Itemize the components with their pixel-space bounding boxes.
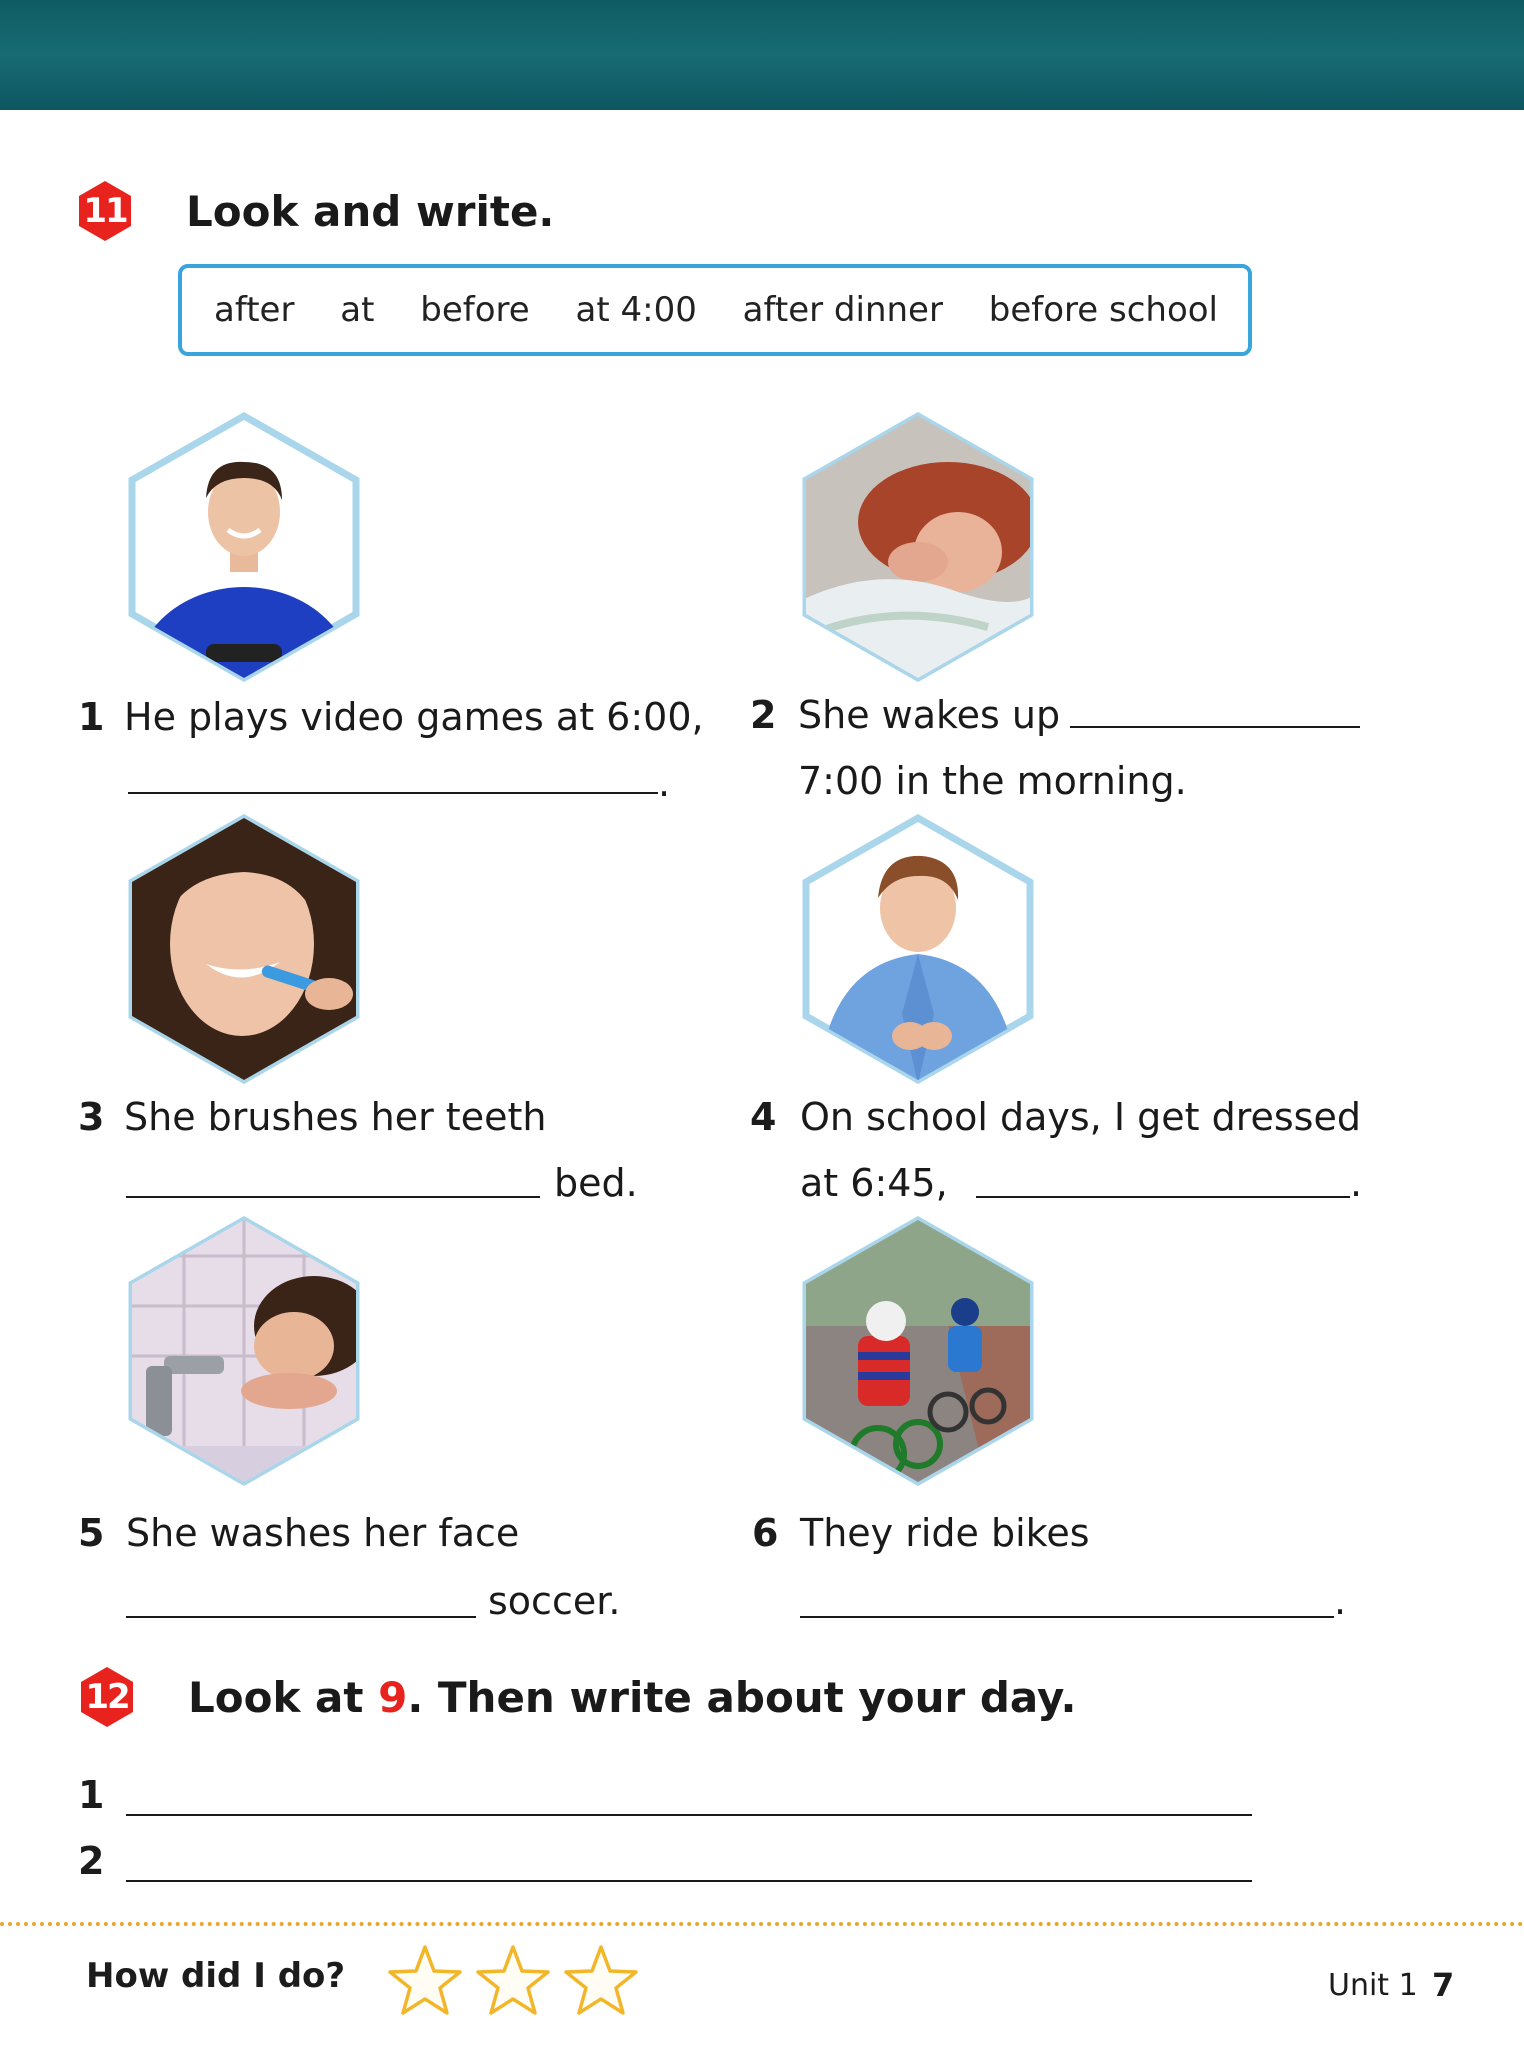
item-number: 2 (750, 693, 777, 737)
unit-label: Unit 1 (1328, 1968, 1418, 2003)
item-2-text: She wakes up (798, 693, 1061, 737)
word-bank-item: at 4:00 (575, 290, 697, 330)
item-5-end: soccer. (488, 1579, 621, 1623)
self-rating-stars (388, 1944, 652, 2016)
word-bank-item: at (340, 290, 375, 330)
photo-girl-washing-face (124, 1216, 364, 1486)
item-number: 3 (78, 1095, 105, 1139)
exercise-11-number: 11 (83, 191, 127, 231)
item-6-text: They ride bikes (800, 1511, 1090, 1555)
item-4-end: . (1350, 1161, 1363, 1205)
exercise-12-title (188, 1673, 1076, 1722)
exercise-11-title: Look and write. (186, 186, 555, 236)
item-4-line2: at 6:45, (800, 1161, 948, 1205)
photo-girl-waking-up (798, 412, 1038, 682)
footer-divider (0, 1922, 1524, 1926)
item-4-text: On school days, I get dressed (800, 1095, 1361, 1139)
exercise-ref-link: 9 (378, 1672, 408, 1722)
exercise-12-title-after: . Then write about your day. (407, 1672, 1077, 1722)
item-1-text: He plays video games at 6:00, (124, 695, 704, 739)
item-3-end: bed. (554, 1161, 638, 1205)
star-icon[interactable] (476, 1944, 550, 2016)
word-bank-item: after (214, 290, 295, 330)
page-number: 7 (1432, 1966, 1455, 2004)
star-icon[interactable] (564, 1944, 638, 2016)
exercise-11-heading (74, 180, 554, 242)
photo-boy-playing-video-games (124, 412, 364, 682)
exercise-12-number: 12 (85, 1677, 129, 1717)
item-number: 5 (78, 1511, 105, 1555)
photo-girl-brushing-teeth (124, 814, 364, 1084)
item-1-end: . (658, 761, 671, 805)
exercise-12-title-before: Look at (188, 1672, 379, 1722)
item-2-line2: 7:00 in the morning. (798, 759, 1187, 803)
word-bank-item: before school (988, 290, 1218, 330)
writing-line-number: 1 (78, 1773, 105, 1817)
exercise-12-heading (76, 1666, 1076, 1728)
item-number: 1 (78, 695, 105, 739)
item-6-end: . (1334, 1579, 1347, 1623)
star-icon[interactable] (388, 1944, 462, 2016)
item-3-text: She brushes her teeth (124, 1095, 547, 1139)
how-did-i-do-label: How did I do? (86, 1956, 346, 1996)
writing-line-number: 2 (78, 1839, 105, 1883)
item-2-blank[interactable] (1070, 726, 1360, 728)
item-5-blank[interactable] (126, 1616, 476, 1618)
item-5-text: She washes her face (126, 1511, 520, 1555)
word-bank (178, 264, 1252, 356)
item-number: 4 (750, 1095, 777, 1139)
exercise-12-badge (76, 1666, 138, 1728)
writing-line-2[interactable] (126, 1880, 1252, 1882)
header-band (0, 0, 1524, 110)
exercise-11-badge (74, 180, 136, 242)
item-number: 6 (752, 1511, 779, 1555)
photo-boy-buttoning-shirt (798, 814, 1038, 1084)
item-4-blank[interactable] (976, 1196, 1350, 1198)
item-6-blank[interactable] (800, 1616, 1334, 1618)
word-bank-item: after dinner (742, 290, 943, 330)
writing-line-1[interactable] (126, 1814, 1252, 1816)
photo-children-riding-bikes (798, 1216, 1038, 1486)
item-3-blank[interactable] (126, 1196, 540, 1198)
item-1-blank[interactable] (128, 792, 658, 794)
word-bank-item: before (420, 290, 530, 330)
